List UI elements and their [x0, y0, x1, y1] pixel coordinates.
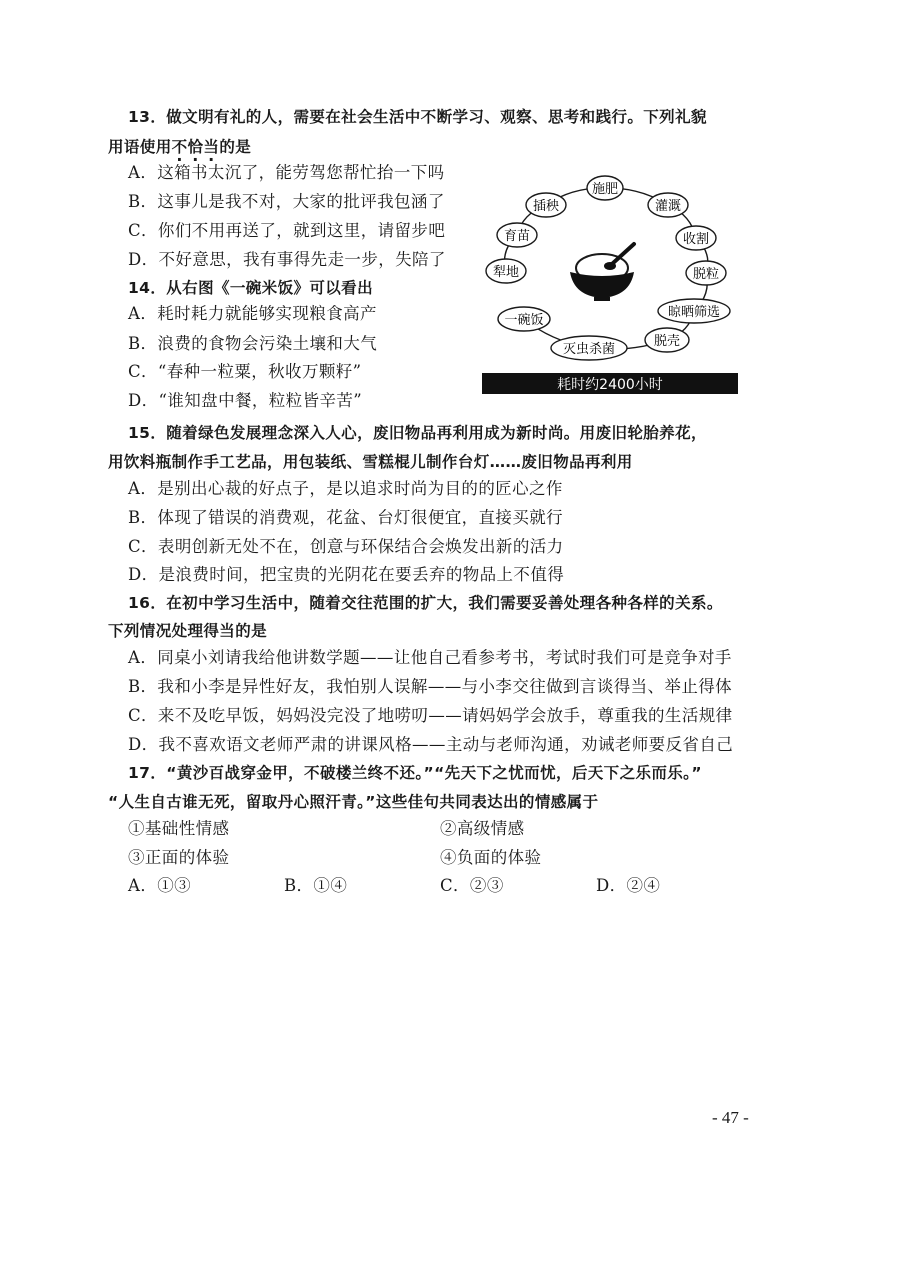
q17-item-2: ②高级情感: [440, 819, 525, 838]
step-label: 犁地: [492, 265, 520, 280]
step-label: 灭虫杀菌: [562, 342, 616, 357]
q16-stem-line1: 16．在初中学习生活中，随着交往范围的扩大，我们需要妥善处理各种各样的关系。: [128, 594, 723, 612]
q16-option-c: C．来不及吃早饭，妈妈没完没了地唠叨——请妈妈学会放手，尊重我的生活规律: [128, 706, 733, 725]
step-label: 脱粒: [692, 267, 720, 282]
q17-item-1: ①基础性情感: [128, 819, 230, 838]
q13-stem-prefix: 用语使用: [108, 138, 172, 156]
step-label: 脱壳: [653, 334, 681, 349]
q13-option-b: B．这事儿是我不对，大家的批评我包涵了: [128, 192, 445, 211]
step-node: [587, 176, 623, 200]
step-node: [648, 193, 688, 217]
page-number: - 47 -: [712, 1108, 749, 1127]
step-node: [497, 223, 537, 247]
step-node: [676, 226, 716, 250]
step-label: 晾晒筛选: [667, 305, 721, 320]
q17-choice-c: C．②③: [440, 876, 504, 895]
q17-stem-line2: “人生自古谁无死，留取丹心照汗青。”这些佳句共同表达出的情感属于: [108, 793, 599, 811]
q16-stem-line2: 下列情况处理得当的是: [108, 622, 268, 640]
q15-stem-line2: 用饮料瓶制作手工艺品，用包装纸、雪糕棍儿制作台灯……废旧物品再利用: [108, 453, 633, 471]
q17-item-3: ③正面的体验: [128, 848, 230, 867]
q14-option-b: B．浪费的食物会污染土壤和大气: [128, 334, 378, 353]
step-node: [658, 299, 730, 323]
q13-stem-suffix: 的是: [219, 138, 252, 156]
step-label: 收割: [682, 232, 710, 247]
q17-choice-d: D．②④: [596, 876, 661, 895]
q15-option-c: C．表明创新无处不在，创意与环保结合会焕发出新的活力: [128, 537, 564, 556]
step-label: 施肥: [591, 182, 619, 197]
step-node: [551, 336, 627, 360]
step-label: 育苗: [503, 229, 531, 244]
q14-stem: 14．从右图《一碗米饭》可以看出: [128, 279, 373, 297]
q17-choice-a: A．①③: [128, 876, 192, 895]
q13-option-d: D．不好意思，我有事得先走一步，失陪了: [128, 250, 446, 269]
step-label: 灌溉: [654, 199, 682, 214]
q16-option-d: D．我不喜欢语文老师严肃的讲课风格——主动与老师沟通，劝诫老师要反省自己: [128, 735, 734, 754]
q14-option-a: A．耗时耗力就能够实现粮食高产: [128, 304, 377, 323]
figure-caption: 耗时约2400小时: [557, 377, 663, 393]
emphasis-char: 当: [203, 138, 220, 156]
q14-option-d: D．“谁知盘中餐，粒粒皆辛苦”: [128, 391, 363, 410]
q13-stem-line1: 13．做文明有礼的人，需要在社会生活中不断学习、观察、思考和践行。下列礼貌: [128, 108, 707, 126]
step-node: [486, 259, 526, 283]
rice-bowl-cycle-diagram: [470, 168, 750, 398]
q13-stem-line2: [108, 136, 251, 158]
step-node: [526, 193, 566, 217]
q17-item-4: ④负面的体验: [440, 848, 542, 867]
rice-bowl-icon: [570, 244, 634, 301]
q13-option-c: C．你们不用再送了，就到这里，请留步吧: [128, 221, 446, 240]
q16-option-b: B．我和小李是异性好友，我怕别人误解——与小李交往做到言谈得当、举止得体: [128, 677, 733, 696]
q15-stem-line1: 15．随着绿色发展理念深入人心，废旧物品再利用成为新时尚。用废旧轮胎养花，: [128, 424, 707, 442]
q15-option-b: B．体现了错误的消费观，花盆、台灯很便宜，直接买就行: [128, 508, 564, 527]
step-label: 插秧: [532, 199, 560, 214]
step-node: [686, 261, 726, 285]
step-node: [498, 307, 550, 331]
step-node: [645, 328, 689, 352]
q17-stem-line1: 17．“黄沙百战穿金甲，不破楼兰终不还。”“先天下之忧而忧，后天下之乐而乐。”: [128, 764, 702, 782]
q17-choice-b: B．①④: [284, 876, 348, 895]
q16-option-a: A．同桌小刘请我给他讲数学题——让他自己看参考书，考试时我们可是竞争对手: [128, 648, 732, 667]
q14-option-c: C．“春种一粒粟，秋收万颗籽”: [128, 362, 362, 381]
step-label: 一碗饭: [504, 313, 544, 328]
emphasis-char: 不: [171, 138, 188, 156]
q15-option-d: D．是浪费时间，把宝贵的光阴花在要丢弃的物品上不值得: [128, 565, 565, 584]
q13-option-a: A．这箱书太沉了，能劳驾您帮忙抬一下吗: [128, 163, 445, 182]
q15-option-a: A．是别出心裁的好点子，是以追求时尚为目的的匠心之作: [128, 479, 563, 498]
emphasis-char: 恰: [187, 138, 204, 156]
